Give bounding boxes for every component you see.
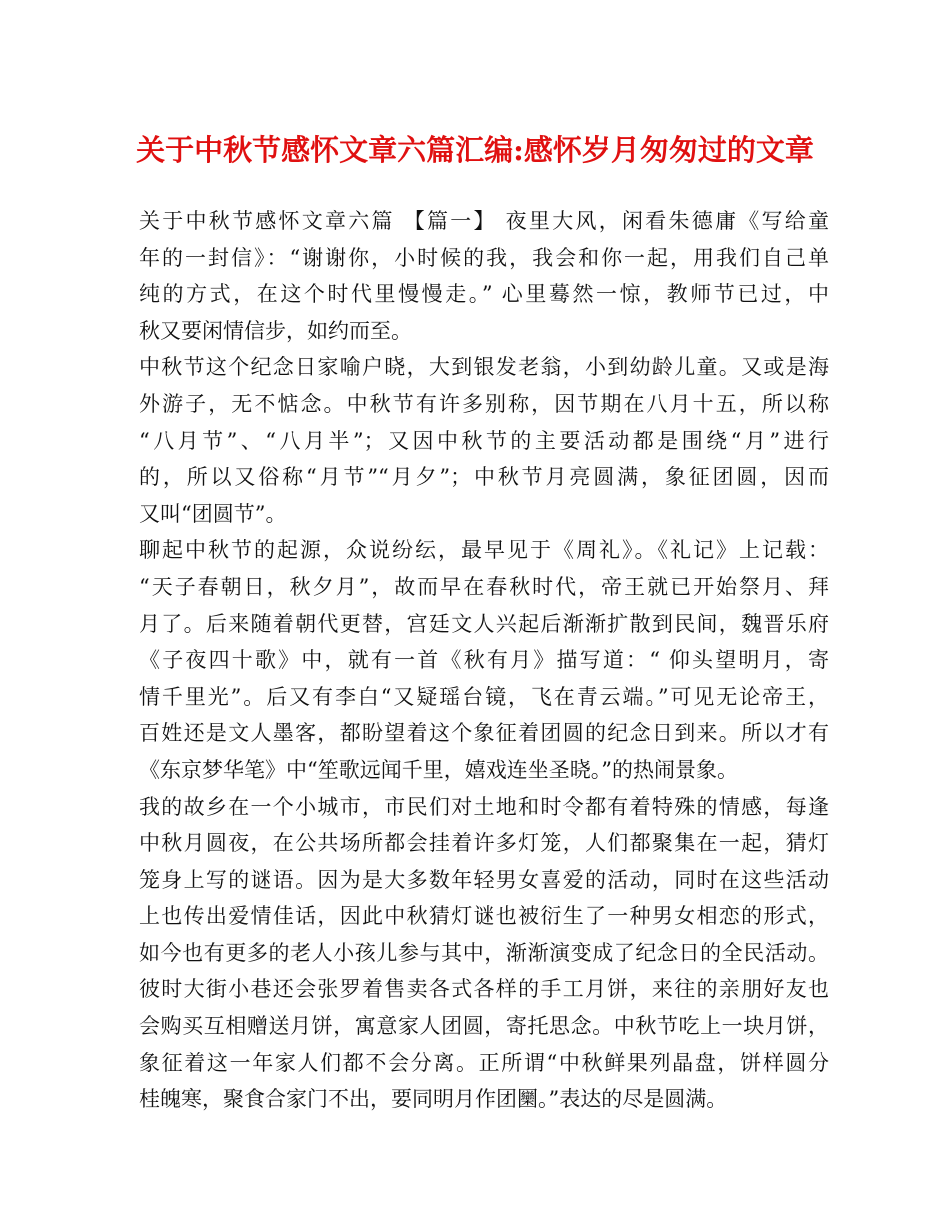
body-line: 上也传出爱情佳话，因此中秋猜灯谜也被衍生了一种男女相恋的形式，: [139, 904, 829, 929]
body-line: 桂魄寒，聚食合家门不出，要同明月作团圞。”表达的尽是圆满。: [139, 1087, 728, 1112]
body-line: 会购买互相赠送月饼，寓意家人团圆，寄托思念。中秋节吃上一块月饼，: [139, 1014, 829, 1039]
body-line: 如今也有更多的老人小孩儿参与其中，渐渐演变成了纪念日的全民活动。: [139, 940, 829, 965]
body-line: 的，所以又俗称“月节”“月夕”；中秋节月亮圆满，象征团圆，因而: [139, 465, 829, 490]
body-line: 彼时大街小巷还会张罗着售卖各式各样的手工月饼，来往的亲朋好友也: [139, 977, 829, 1002]
body-line: 纯的方式，在这个时代里慢慢走。” 心里蓦然一惊，教师节已过，中: [139, 282, 829, 307]
body-line: “八月节”、“八月半”；又因中秋节的主要活动都是围绕“月”进行: [139, 428, 829, 453]
document-body: [139, 203, 829, 1118]
body-line: 象征着这一年家人们都不会分离。正所谓“中秋鲜果列晶盘，饼样圆分: [139, 1050, 829, 1075]
body-line: 月了。后来随着朝代更替，宫廷文人兴起后渐渐扩散到民间，魏晋乐府: [139, 611, 829, 636]
body-line: “天子春朝日，秋夕月”，故而早在春秋时代，帝王就已开始祭月、拜: [139, 574, 829, 599]
body-line: 《东京梦华笔》中“笙歌远闻千里，嬉戏连坐圣晓。”的热闹景象。: [139, 757, 738, 782]
body-line: 笼身上写的谜语。因为是大多数年轻男女喜爱的活动，同时在这些活动: [139, 867, 829, 892]
body-line: 《子夜四十歌》中，就有一首《秋有月》描写道：“ 仰头望明月，寄: [139, 648, 829, 673]
body-line: 关于中秋节感怀文章六篇 【篇一】 夜里大风，闲看朱德庸《写给童: [139, 209, 829, 233]
body-line: 我的故乡在一个小城市，市民们对土地和时令都有着特殊的情感，每逢: [139, 794, 829, 819]
body-line: 聊起中秋节的起源，众说纷纭，最早见于《周礼》。《礼记》上记载：: [139, 538, 829, 563]
body-line: 百姓还是文人墨客，都盼望着这个象征着团圆的纪念日到来。所以才有: [139, 721, 829, 746]
body-line: 中秋月圆夜，在公共场所都会挂着许多灯笼，人们都聚集在一起，猜灯: [139, 831, 829, 856]
body-line: 又叫“团圆节”。: [139, 501, 287, 526]
body-line: 年的一封信》：“谢谢你，小时候的我，我会和你一起，用我们自己单: [139, 245, 829, 270]
body-line: 秋又要闲情信步，如约而至。: [139, 318, 412, 343]
body-line: 情千里光”。后又有李白“又疑瑶台镜，飞在青云端。”可见无论帝王，: [139, 684, 829, 709]
document-title: 关于中秋节感怀文章六篇汇编:感怀岁月匆匆过的文章: [136, 133, 814, 167]
body-line: 外游子，无不惦念。中秋节有许多别称，因节期在八月十五，所以称: [139, 391, 829, 416]
body-line: 中秋节这个纪念日家喻户晓，大到银发老翁，小到幼龄儿童。又或是海: [139, 355, 829, 380]
